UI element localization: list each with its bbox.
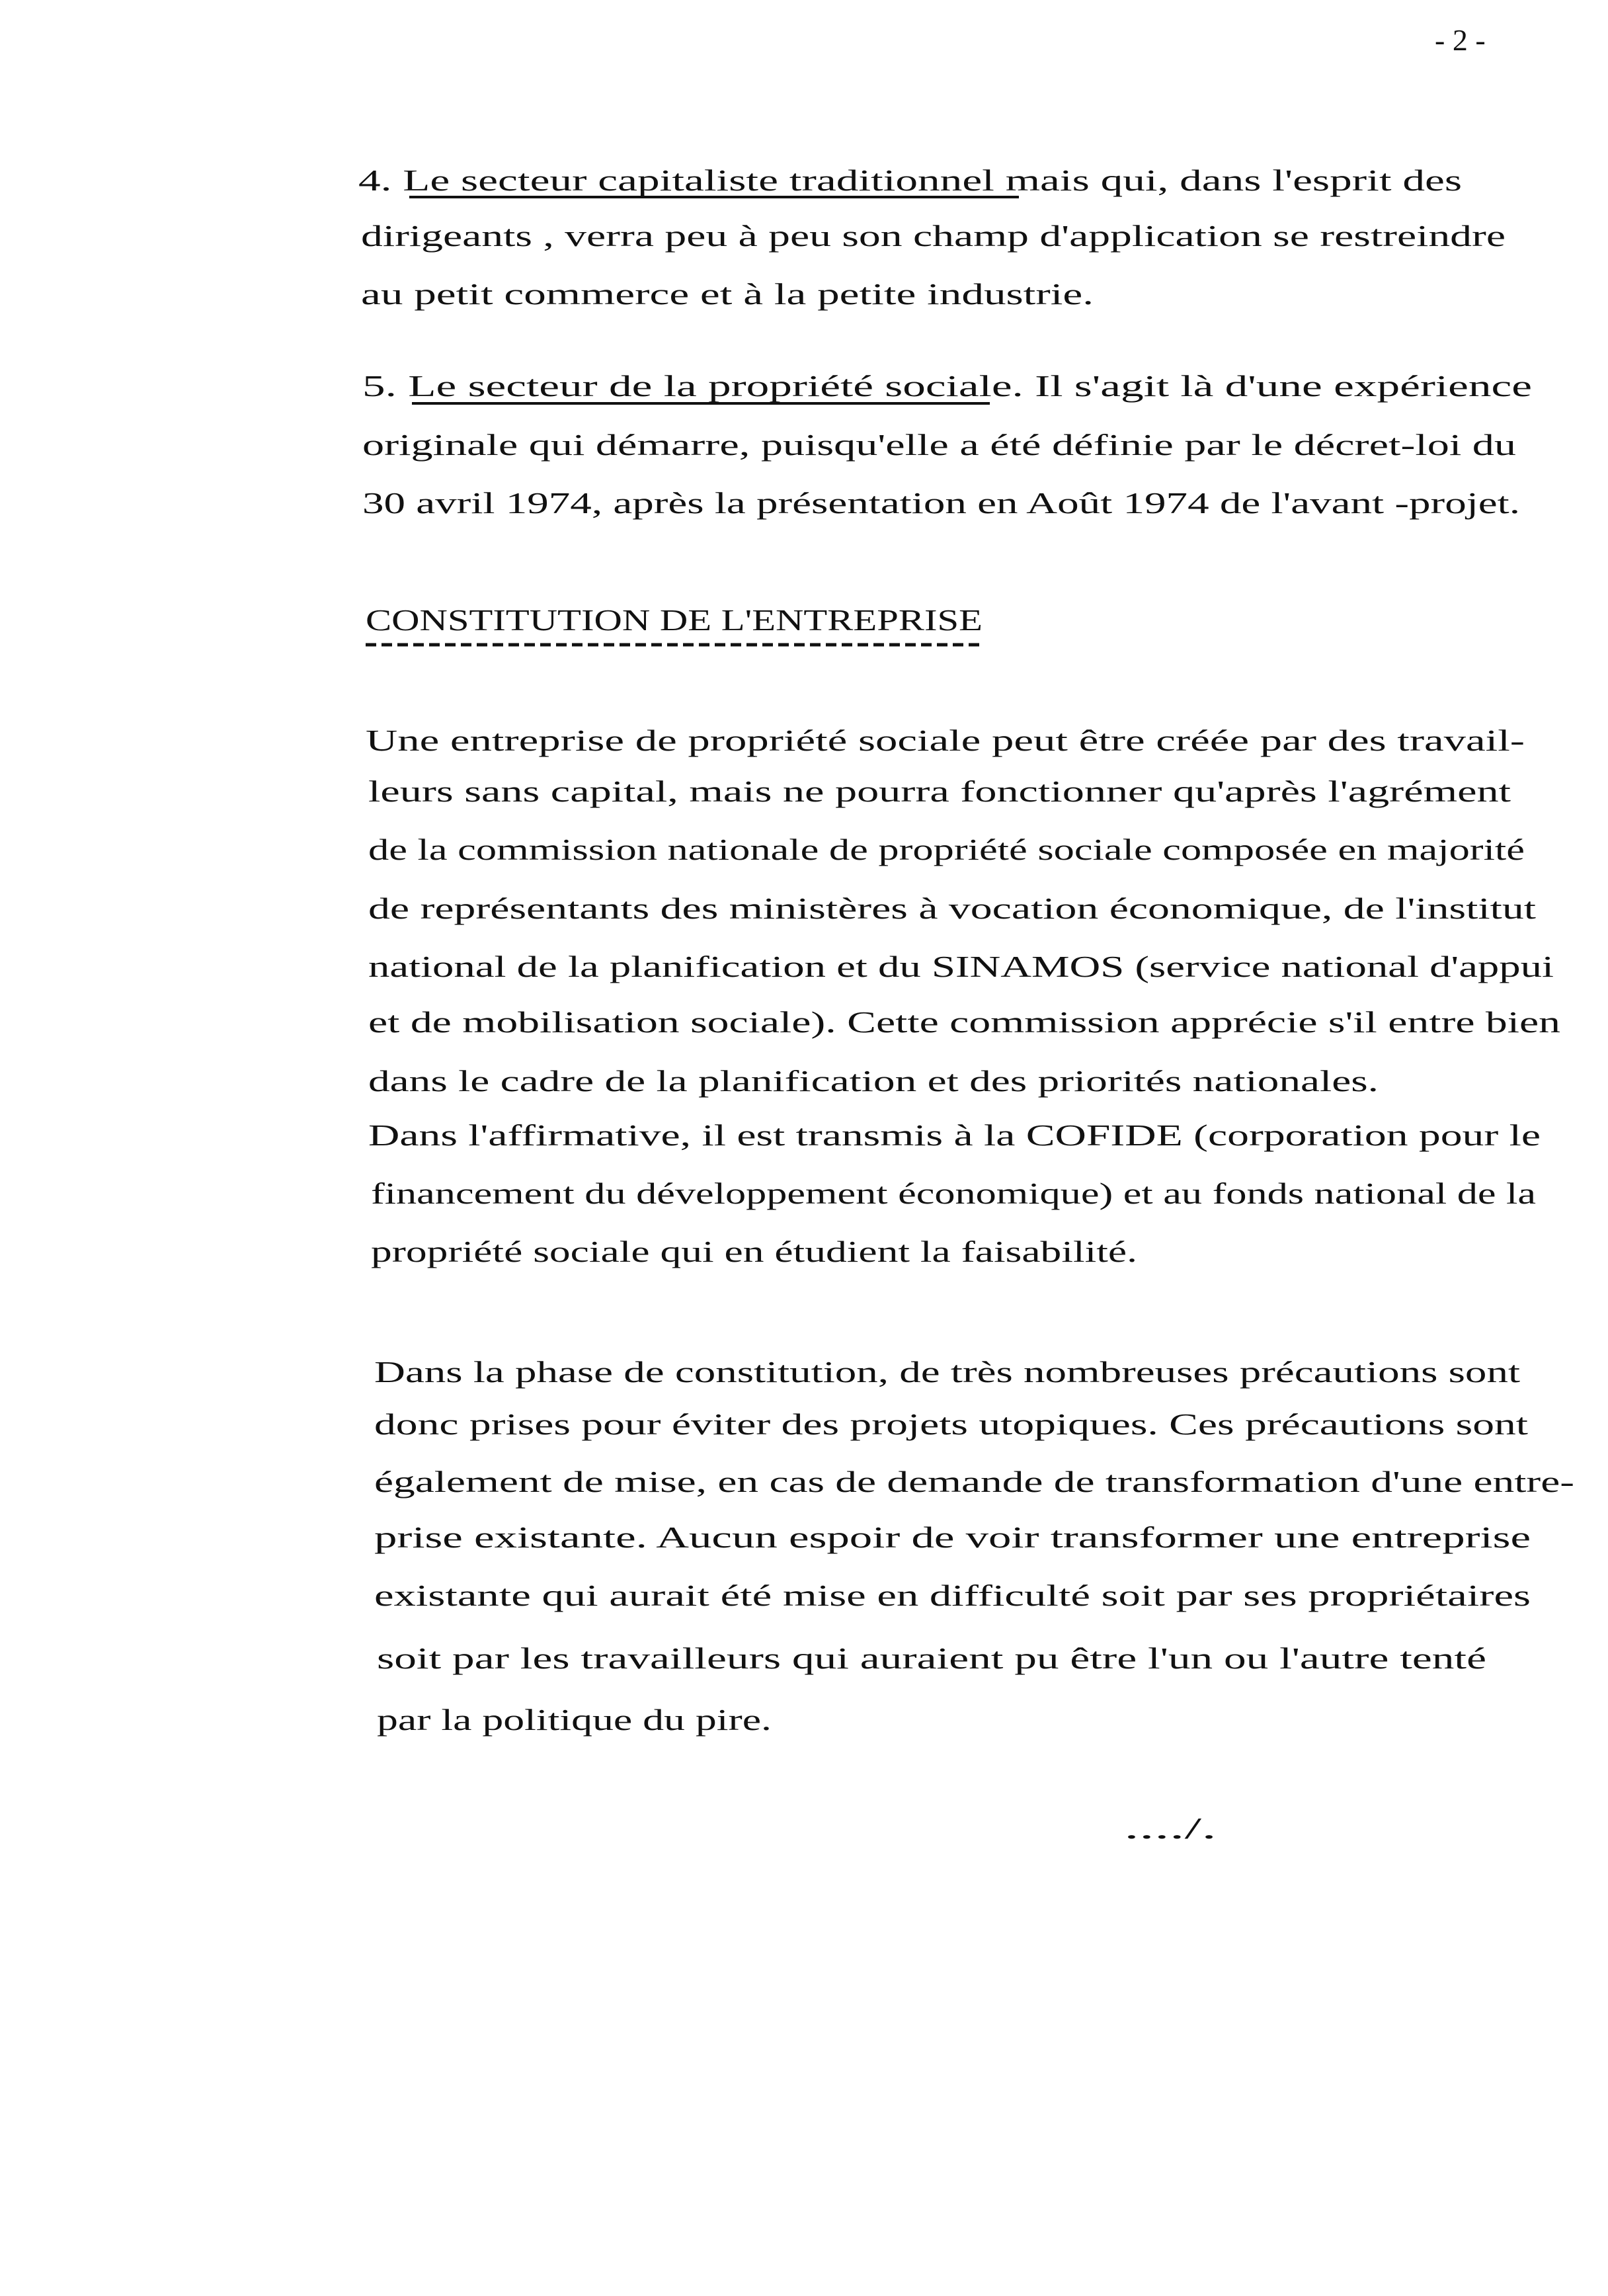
paragraph-line: Une entreprise de propriété sociale peut être créée par des travail- [366,723,1525,757]
list-item-4 [358,163,1506,311]
item-number: 5. [362,369,385,403]
paragraph-1 [366,723,1560,1268]
paragraph-line: propriété sociale qui en étudient la faisabilité. [371,1235,1137,1268]
paragraph-line: de la commission nationale de propriété sociale composée en majorité [368,833,1525,866]
paragraph-2 [374,1355,1574,1737]
list-item-line: au petit commerce et à la petite industrie. [361,277,1094,311]
list-item-line: 30 avril 1974, après la présentation en Août 1974 de l'avant -projet. [362,486,1520,520]
paragraph-line: prise existante. Aucun espoir de voir transformer une entreprise [374,1520,1531,1554]
item-number: 4. [358,163,382,197]
paragraph-line: par la politique du pire. [377,1703,772,1737]
paragraph-line: de représentants des ministères à vocation économique, de l'institut [368,891,1537,925]
item-title: Le secteur de la propriété sociale [408,369,809,403]
list-item-line [362,369,1532,403]
list-item-line: dirigeants , verra peu à peu son champ d'application se restreindre [361,219,1506,253]
paragraph-line: national de la planification et du SINAMOS (service national d'appui [368,950,1554,983]
list-item-5 [362,369,1532,520]
item-text: . Il s'agit là d'une expérience [1012,369,1357,403]
continuation-mark: ..../. [1124,1811,1217,1845]
paragraph-line: Dans la phase de constitution, de très nombreuses précautions sont [374,1355,1521,1389]
paragraph-line: dans le cadre de la planification et des priorités nationales. [368,1064,1379,1098]
paragraph-line: soit par les travailleurs qui auraient pu être l'un ou l'autre tenté [377,1641,1486,1675]
paragraph-line: existante qui aurait été mise en difficulté soit par ses propriétaires [374,1578,1531,1612]
paragraph-line: également de mise, en cas de demande de transformation d'une entre- [374,1465,1574,1498]
paragraph-line: leurs sans capital, mais ne pourra fonctionner qu'après l'agrément [368,774,1511,808]
item-title: Le secteur capitaliste traditionnel [403,163,808,197]
paragraph-line: financement du développement économique) et au fonds national de la [371,1176,1536,1210]
paragraph-line: Dans l'affirmative, il est transmis à la COFIDE (corporation pour le [368,1118,1541,1152]
list-item-line: originale qui démarre, puisqu'elle a été définie par le décret-loi du [362,428,1516,462]
paragraph-line: donc prises pour éviter des projets utopiques. Ces précautions sont [374,1407,1529,1441]
paragraph-line: et de mobilisation sociale). Cette commission apprécie s'il entre bien [368,1005,1560,1039]
page-number: - 2 - [1435,23,1486,57]
section-heading: CONSTITUTION DE L'ENTREPRISE [366,603,983,637]
item-text: mais qui, dans l'esprit des [994,163,1314,197]
list-item-line [358,163,1462,197]
